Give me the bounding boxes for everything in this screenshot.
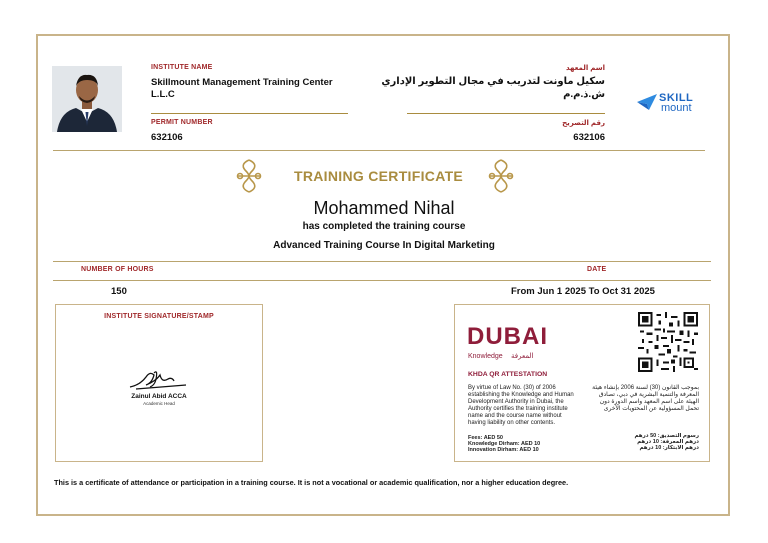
permit-number: 632106 — [151, 132, 183, 143]
signature-scribble-icon — [126, 367, 190, 393]
date-label: DATE — [587, 266, 607, 273]
ornament-left-icon — [236, 158, 262, 194]
date-value: From Jun 1 2025 To Oct 31 2025 — [511, 286, 655, 297]
divider-left — [151, 113, 348, 114]
fees-ar-2: درهم المعرفة: 10 درهم — [637, 439, 699, 445]
certificate-title: TRAINING CERTIFICATE — [294, 168, 464, 184]
skillmount-logo-icon — [637, 94, 657, 110]
fees-ar-3: درهم الابتكار: 10 درهم — [639, 445, 699, 451]
signer-title: Academic Head — [143, 401, 175, 406]
knowledge-en: Knowledge — [468, 353, 503, 360]
dubai-logo: DUBAI — [467, 323, 548, 350]
recipient-name: Mohammed Nihal — [313, 198, 455, 218]
permit-number-ar: 632106 — [573, 132, 605, 143]
signature-box-label: INSTITUTE SIGNATURE/STAMP — [104, 313, 214, 320]
course-name: Advanced Training Course In Digital Marketing — [273, 240, 495, 251]
fees-en-3: Innovation Dirham: AED 10 — [468, 447, 539, 453]
divider-right — [407, 113, 605, 114]
hours-value: 150 — [111, 286, 127, 297]
hours-label: NUMBER OF HOURS — [81, 266, 154, 273]
khda-qr-code — [638, 312, 698, 372]
institute-name-label: INSTITUTE NAME — [151, 64, 213, 71]
khda-attestation-title: KHDA QR ATTESTATION — [468, 371, 548, 378]
logo-text-mount: mount — [661, 102, 692, 114]
completion-statement: has completed the training course — [302, 221, 466, 232]
institute-name-line2: L.L.C — [151, 89, 175, 100]
details-mid-line — [53, 280, 711, 281]
fees-ar-1: رسوم التصديق: 50 درهم — [634, 433, 699, 439]
khda-text-ar: بموجب القانون (30) لسنة 2006 بإنشاء هيئة المعرفة والتنمية البشرية في دبي، تصادق الهيئة على اسم المعهد واسم الدورة دون تحمل المسؤولية عن المحتويات الأخرى — [592, 385, 699, 412]
institute-name-ar-line2: ش.ذ.م.م — [563, 89, 605, 100]
recipient-photo — [52, 66, 122, 132]
knowledge-ar: المعرفة — [511, 353, 534, 360]
khda-text-en: By virtue of Law No. (30) of 2006 establishing the Knowledge and Human Development Authority in Dubai, the Authority certifies the training institute name and the course name without having liability on other contents. — [468, 385, 574, 426]
permit-label-ar: رقم التصريح — [562, 120, 605, 127]
footer-disclaimer: This is a certificate of attendance or participation in a training course. It is not a vocational or academic qualification, nor a higher education degree. — [54, 478, 569, 487]
skillmount-logo — [637, 92, 707, 116]
institute-name-label-ar: اسم المعهد — [565, 65, 605, 72]
ornament-right-icon — [488, 158, 514, 194]
signer-name: Zainul Abid ACCA — [131, 393, 187, 400]
institute-name-ar-line1: سكيل ماونت لتدريب في مجال التطوير الإداري — [381, 76, 605, 87]
permit-label: PERMIT NUMBER — [151, 119, 213, 126]
signature-box — [55, 304, 263, 462]
header-separator — [53, 150, 705, 151]
logo-text-skill: SKILL — [659, 92, 694, 104]
institute-name-line1: Skillmount Management Training Center — [151, 77, 333, 88]
fees-en-2: Knowledge Dirham: AED 10 — [468, 441, 541, 447]
details-top-line — [53, 261, 711, 262]
fees-en-1: Fees: AED 50 — [468, 435, 503, 441]
